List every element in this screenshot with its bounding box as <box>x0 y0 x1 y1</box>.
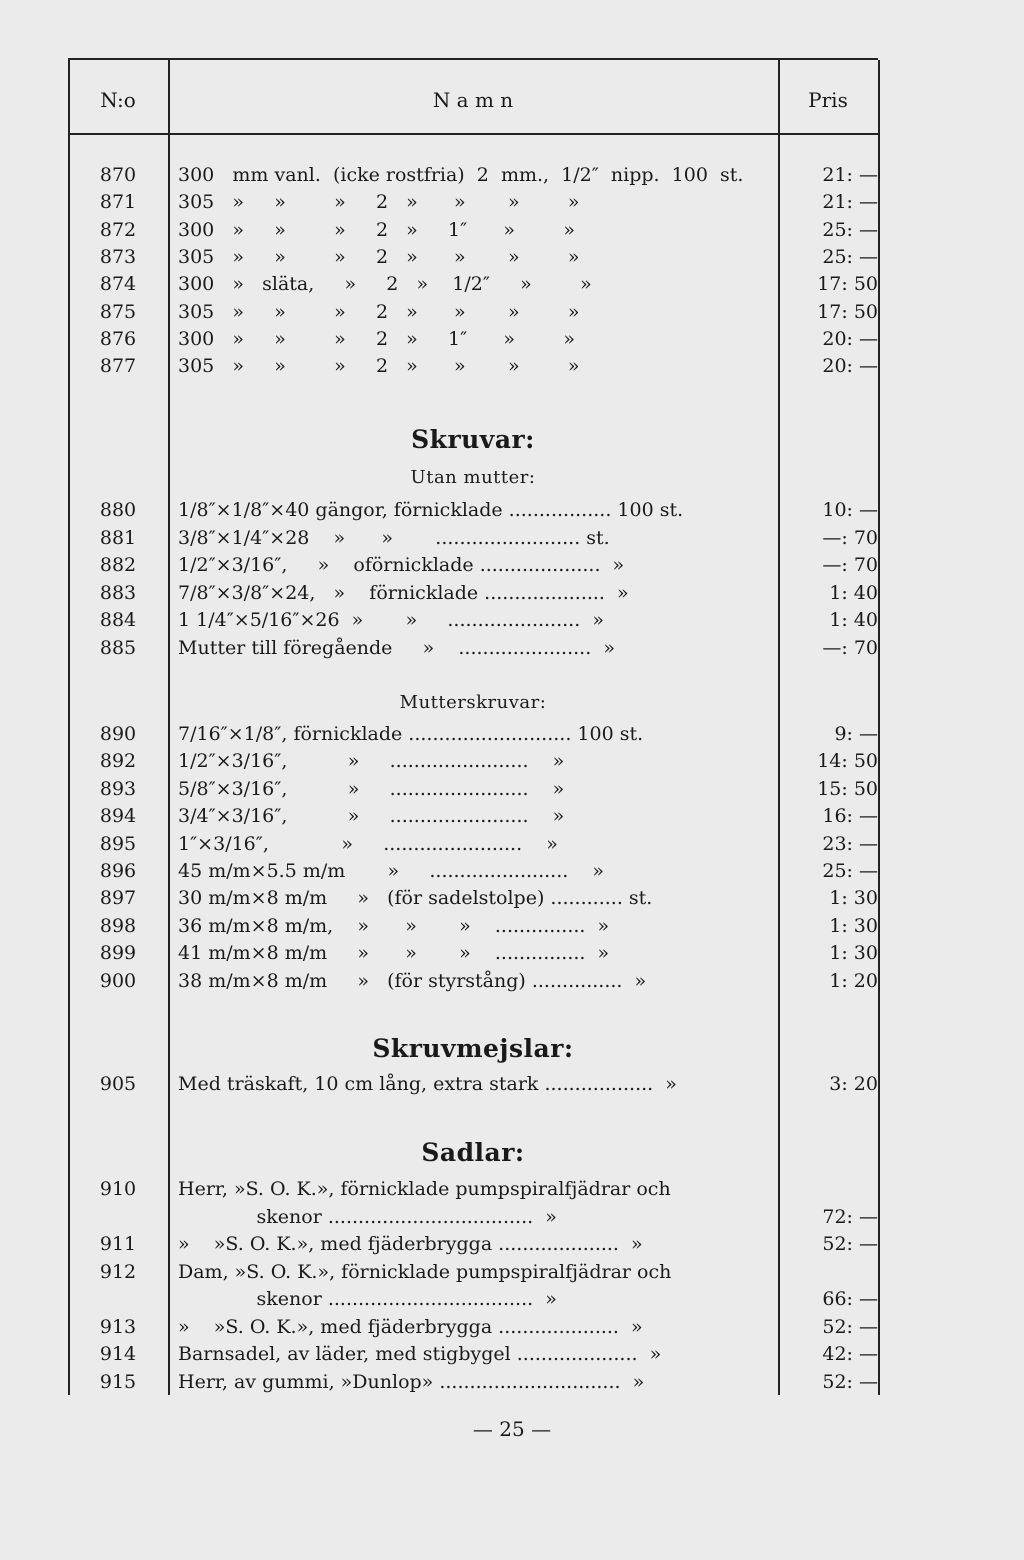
item-name: Herr, »S. O. K.», förnicklade pumpspiralfjädrar och <box>178 1178 671 1200</box>
item-name: 305 » » » 2 » » » » <box>178 300 580 323</box>
item-name: 30 m/m×8 m/m » (för sadelstolpe) ............ st. <box>178 887 653 910</box>
header-rule <box>68 133 878 135</box>
table-row <box>0 162 1024 189</box>
item-price: 25: — <box>822 218 878 241</box>
item-number: 894 <box>99 805 137 828</box>
item-number: 871 <box>99 191 137 214</box>
item-price: 25: — <box>822 245 878 268</box>
item-name: Barnsadel, av läder, med stigbygel .................... » <box>178 1343 662 1365</box>
table-row <box>0 271 1024 298</box>
item-number: 898 <box>99 914 137 937</box>
item-price: 1: 30 <box>829 914 878 937</box>
item-name: 300 » » » 2 » 1″ » » <box>178 327 575 350</box>
item-price: 15: 50 <box>817 777 878 800</box>
item-name: 1″×3/16″, » ....................... » <box>178 832 558 855</box>
item-price: 42: — <box>822 1343 878 1365</box>
item-name: 1/2″×3/16″, » ....................... » <box>178 750 565 773</box>
item-name: 3/8″×1/4″×28 » » ........................ st. <box>178 526 610 549</box>
item-name: » »S. O. K.», med fjäderbrygga .................... » <box>178 1233 643 1255</box>
table-row <box>0 326 1024 353</box>
item-price: —: 70 <box>822 636 878 659</box>
item-name: 5/8″×3/16″, » ....................... » <box>178 777 565 800</box>
section-utan-mutter: Utan mutter: <box>410 467 536 488</box>
item-price: 17: 50 <box>817 273 878 296</box>
header-no: N:o <box>100 88 136 112</box>
item-name: 1/8″×1/8″×40 gängor, förnicklade ................. 100 st. <box>178 499 684 521</box>
table-row <box>0 803 1024 830</box>
item-number: 876 <box>99 327 137 350</box>
item-price: 1: 40 <box>829 581 878 604</box>
table-row <box>0 1204 1024 1231</box>
item-number: 914 <box>99 1343 137 1365</box>
table-row <box>0 885 1024 912</box>
item-number: 905 <box>99 1073 137 1095</box>
table-row <box>0 244 1024 271</box>
item-number: 896 <box>99 860 137 882</box>
item-number: 915 <box>99 1370 137 1393</box>
item-price: 66: — <box>822 1288 878 1310</box>
item-price: 1: 20 <box>829 969 878 992</box>
item-name: Mutter till föregående » ...................... » <box>178 636 615 659</box>
table-row <box>0 525 1024 552</box>
item-number: 890 <box>99 723 137 745</box>
header-name: N a m n <box>432 88 514 112</box>
table-row <box>0 858 1024 885</box>
item-name: Herr, av gummi, »Dunlop» .............................. » <box>178 1370 645 1393</box>
table-row <box>0 1314 1024 1341</box>
table-row <box>0 607 1024 634</box>
section-mutterskruvar: Mutterskruvar: <box>399 692 547 713</box>
table-row <box>0 580 1024 607</box>
table-row <box>0 968 1024 995</box>
table-row <box>0 1259 1024 1286</box>
section-skruvar: Skruvar: <box>411 425 535 454</box>
item-number: 910 <box>99 1178 137 1200</box>
item-price: 1: 30 <box>829 887 878 910</box>
item-number: 911 <box>99 1233 137 1255</box>
item-number: 897 <box>99 887 137 910</box>
item-number: 880 <box>99 499 137 521</box>
item-number: 884 <box>99 609 137 631</box>
header-price: Pris <box>808 88 848 112</box>
item-number: 874 <box>99 273 137 296</box>
item-name: 300 » släta, » 2 » 1/2″ » » <box>178 273 592 296</box>
table-row <box>0 748 1024 775</box>
item-name: » »S. O. K.», med fjäderbrygga .................... » <box>178 1315 643 1338</box>
item-name: 7/16″×1/8″, förnicklade ........................... 100 st. <box>178 723 644 745</box>
item-name: skenor .................................. » <box>178 1288 557 1310</box>
item-name: 3/4″×3/16″, » ....................... » <box>178 805 565 828</box>
item-price: 20: — <box>822 327 878 350</box>
item-price: 10: — <box>822 499 878 521</box>
table-row <box>0 1231 1024 1258</box>
item-price: 52: — <box>822 1233 878 1255</box>
item-name: 300 mm vanl. (icke rostfria) 2 mm., 1/2″ nipp. 100 st. <box>178 164 744 186</box>
item-price: —: 70 <box>822 554 878 576</box>
table-row <box>0 1286 1024 1313</box>
item-price: 3: 20 <box>829 1073 878 1095</box>
item-number: 881 <box>99 526 137 549</box>
item-number: 885 <box>99 636 137 659</box>
item-name: Dam, »S. O. K.», förnicklade pumpspiralfjädrar och <box>178 1260 672 1283</box>
item-price: 23: — <box>822 832 878 855</box>
table-row <box>0 299 1024 326</box>
item-price: 25: — <box>822 860 878 882</box>
item-name: 41 m/m×8 m/m » » » ............... » <box>178 942 610 965</box>
item-price: 17: 50 <box>817 300 878 323</box>
item-number: 895 <box>99 832 137 855</box>
table-row <box>0 831 1024 858</box>
section-skruvmejslar: Skruvmejslar: <box>372 1034 574 1063</box>
item-number: 899 <box>99 942 137 965</box>
item-number: 873 <box>99 245 137 268</box>
table-row <box>0 353 1024 380</box>
item-name: 300 » » » 2 » 1″ » » <box>178 218 575 241</box>
table-row <box>0 1341 1024 1368</box>
item-price: 1: 40 <box>829 609 878 631</box>
item-price: 21: — <box>822 164 878 186</box>
item-number: 893 <box>99 777 137 800</box>
item-number: 912 <box>99 1260 137 1283</box>
item-name: 305 » » » 2 » » » » <box>178 355 580 378</box>
item-name: 45 m/m×5.5 m/m » ....................... » <box>178 860 605 882</box>
table-row <box>0 721 1024 748</box>
item-name: Med träskaft, 10 cm lång, extra stark .................. » <box>178 1073 677 1095</box>
table-row <box>0 1176 1024 1203</box>
item-name: 1 1/4″×5/16″×26 » » ...................... » <box>178 609 604 631</box>
item-price: 72: — <box>822 1205 878 1228</box>
item-price: 1: 30 <box>829 942 878 965</box>
item-number: 883 <box>99 581 137 604</box>
item-number: 872 <box>99 218 137 241</box>
item-price: 14: 50 <box>817 750 878 773</box>
item-number: 892 <box>99 750 137 773</box>
section-sadlar: Sadlar: <box>421 1138 525 1167</box>
table-row <box>0 776 1024 803</box>
item-number: 882 <box>99 554 137 576</box>
item-price: 20: — <box>822 355 878 378</box>
table-row <box>0 635 1024 662</box>
page-number: — 25 — <box>472 1417 552 1441</box>
item-number: 875 <box>99 300 137 323</box>
item-number: 900 <box>99 969 137 992</box>
table-row <box>0 913 1024 940</box>
table-row <box>0 189 1024 216</box>
item-price: 52: — <box>822 1370 878 1393</box>
item-name: 1/2″×3/16″, » oförnicklade .................... » <box>178 554 625 576</box>
item-name: 36 m/m×8 m/m, » » » ............... » <box>178 914 610 937</box>
item-price: 52: — <box>822 1315 878 1338</box>
top-rule <box>68 58 878 60</box>
item-name: 38 m/m×8 m/m » (för styrstång) ............... » <box>178 969 647 992</box>
item-name: skenor .................................. » <box>178 1205 557 1228</box>
item-price: 16: — <box>822 805 878 828</box>
item-price: 21: — <box>822 191 878 214</box>
item-number: 870 <box>99 164 137 186</box>
item-name: 7/8″×3/8″×24, » förnicklade .................... » <box>178 581 629 604</box>
item-number: 877 <box>99 355 137 378</box>
item-number: 913 <box>99 1315 137 1338</box>
item-name: 305 » » » 2 » » » » <box>178 245 580 268</box>
table-row <box>0 940 1024 967</box>
table-row <box>0 1369 1024 1396</box>
table-row <box>0 217 1024 244</box>
item-name: 305 » » » 2 » » » » <box>178 191 580 214</box>
table-row <box>0 552 1024 579</box>
table-row <box>0 497 1024 524</box>
table-row <box>0 1071 1024 1098</box>
item-price: 9: — <box>834 723 878 745</box>
item-price: —: 70 <box>822 526 878 549</box>
